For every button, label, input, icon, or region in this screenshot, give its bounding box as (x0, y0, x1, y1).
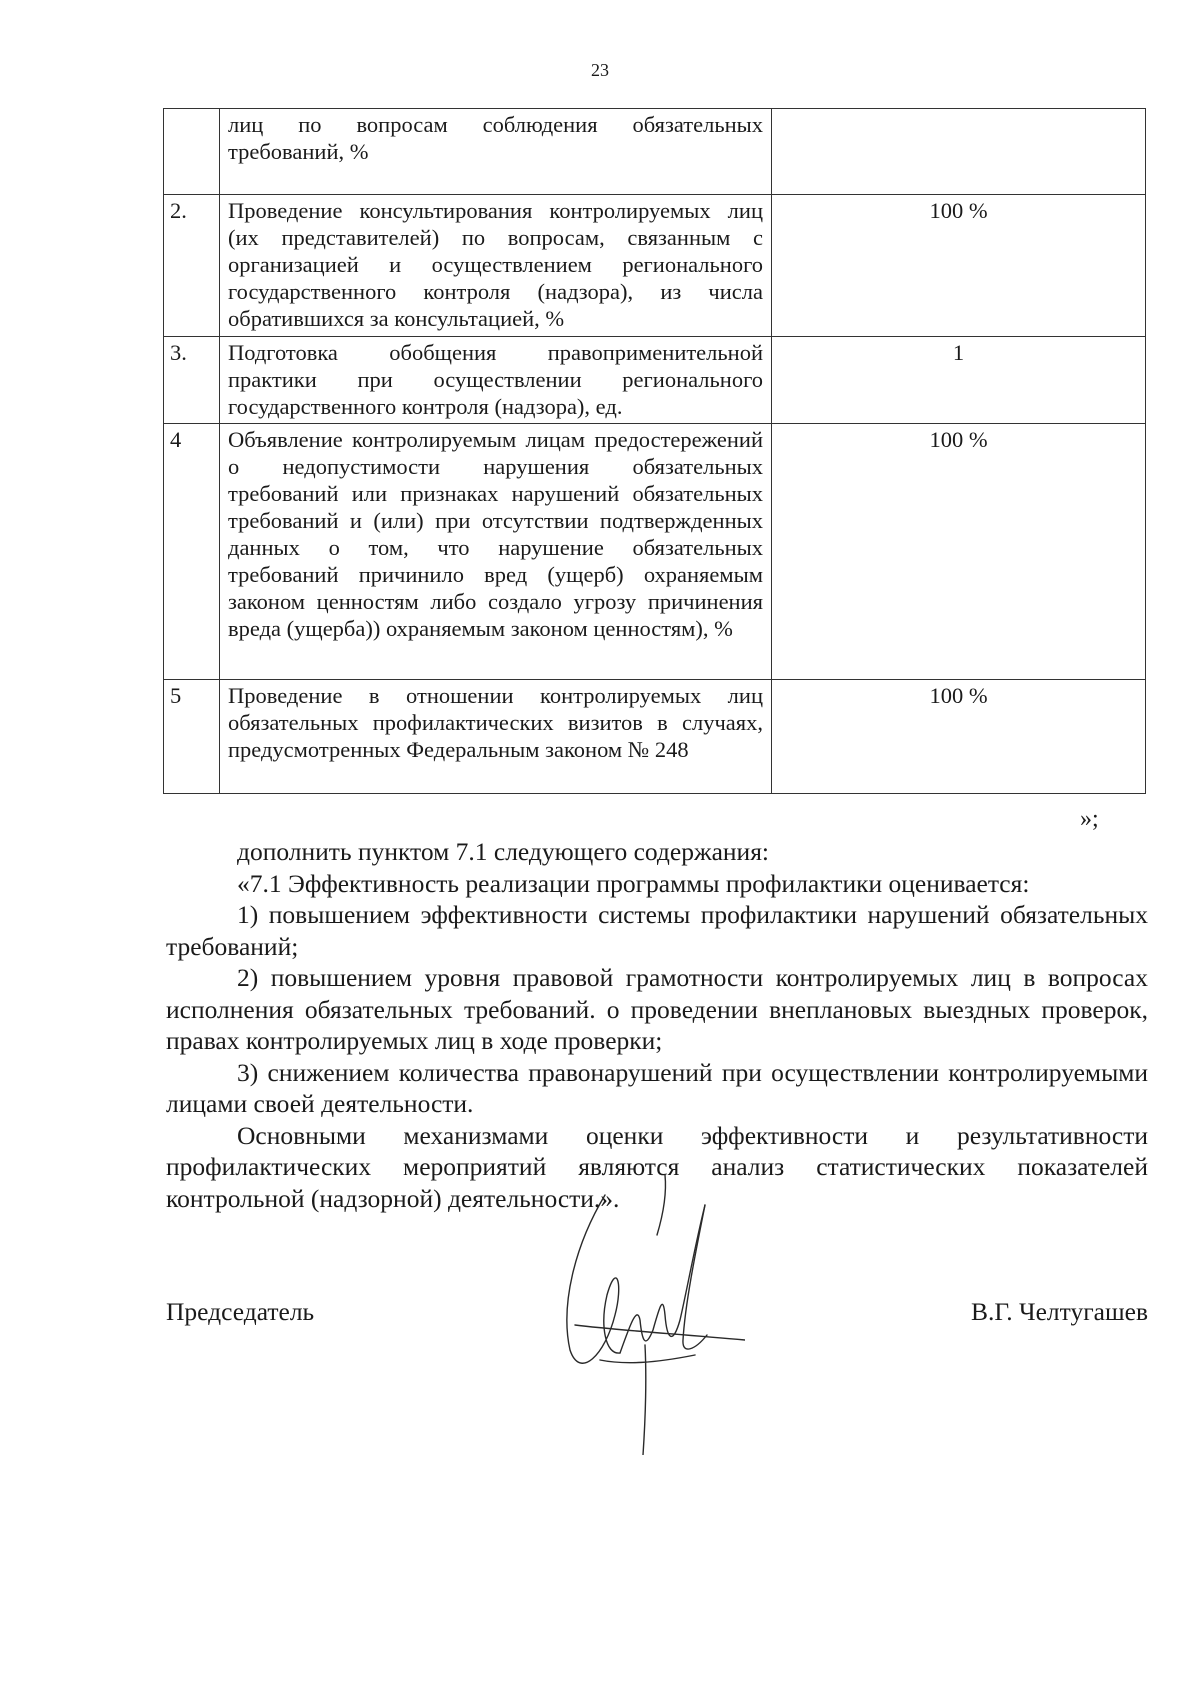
paragraph: «7.1 Эффективность реализации программы профилактики оценивается: (237, 868, 1030, 898)
row-indicator: Объявление контролируемым лицам предостережений о недопустимости нарушения обязательных требований или признаках нарушений обязательных требований и (или) при отсутствии подтвержденных данных о том, что нарушение обязательных требований причинило вред (ущерб) охраняемым законом ценностям либо создало угрозу причинения вреда (ущерба)) охраняемым законом ценностям), % (220, 424, 772, 680)
row-value: 100 % (772, 195, 1146, 337)
paragraph: 3) снижением количества правонарушений при осуществлении контролируемыми лицами своей деятельности. (166, 1057, 1148, 1118)
paragraph: 2) повышением уровня правовой грамотности контролируемых лиц в вопросах исполнения обязательных требований. о проведении внеплановых выездных проверок, правах контролируемых лиц в ходе проверки; (166, 963, 1148, 1055)
row-value: 100 % (772, 680, 1146, 794)
row-value: 100 % (772, 424, 1146, 680)
table-row (164, 195, 1146, 337)
indicators-table (163, 108, 1146, 794)
row-number: 5 (164, 680, 220, 794)
paragraph: дополнить пунктом 7.1 следующего содержания: (237, 837, 770, 866)
table-row (164, 680, 1146, 794)
row-value (772, 109, 1146, 195)
closing-quote: »; (1080, 806, 1099, 832)
row-indicator: Проведение консультирования контролируемых лиц (их представителей) по вопросам, связанным с организацией и осуществлением регионального государственного контроля (надзора), из числа обратившихся за консультацией, % (220, 195, 772, 337)
signatory-name: В.Г. Челтугашев (971, 1297, 1148, 1326)
paragraph: 1) повышением эффективности системы профилактики нарушений обязательных требований; (166, 900, 1148, 961)
row-number: 4 (164, 424, 220, 680)
table-row (164, 337, 1146, 424)
row-indicator: лиц по вопросам соблюдения обязательных требований, % (220, 109, 772, 195)
paragraph: Основными механизмами оценки эффективности и результативности профилактических мероприятий являются анализ статистических показателей контрольной (надзорной) деятельности.». (166, 1120, 1148, 1213)
row-value: 1 (772, 337, 1146, 424)
table-row (164, 424, 1146, 680)
signatory-role: Председатель (166, 1297, 315, 1326)
table-row (164, 109, 1146, 195)
row-number (164, 109, 220, 195)
row-number: 3. (164, 337, 220, 424)
row-number: 2. (164, 195, 220, 337)
page-number: 23 (591, 60, 609, 80)
row-indicator: Проведение в отношении контролируемых лиц обязательных профилактических визитов в случаях, предусмотренных Федеральным законом № 248 (220, 680, 772, 794)
row-indicator: Подготовка обобщения правоприменительной практики при осуществлении регионального государственного контроля (надзора), ед. (220, 337, 772, 424)
handwritten-signature (545, 1155, 745, 1455)
